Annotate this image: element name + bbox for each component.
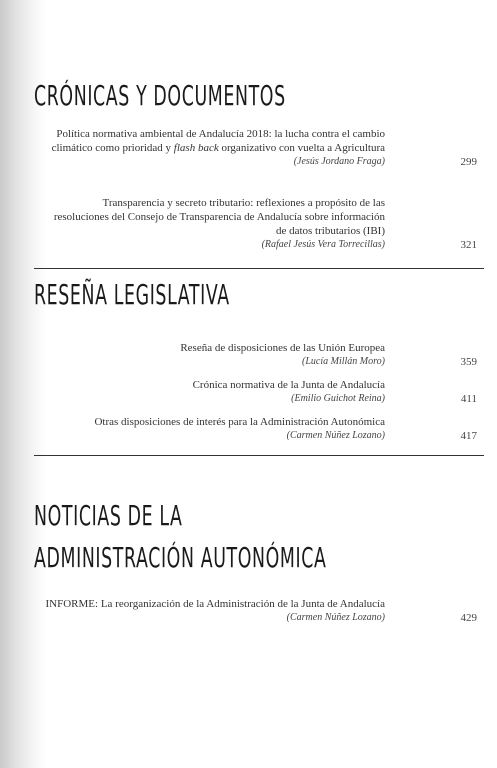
section-divider (34, 268, 484, 269)
entry-author: (Jesús Jordano Fraga) (293, 156, 385, 167)
entry-page-number: 411 (460, 393, 477, 405)
entry-title: Política normativa ambiental de Andalucía 2018: la lucha contra el cambio climático como prioridad y flash back organizativo con vuelta a Agricultura (51, 128, 385, 154)
entry-title: Transparencia y secreto tributario: reflexiones a propósito de las resoluciones del Consejo de Transparencia de Andalucía sobre información de datos tributarios (IBI) (53, 197, 385, 237)
entry-page-number: 417 (460, 430, 477, 442)
toc-entry[interactable] (45, 341, 477, 369)
entry-title: INFORME: La reorganización de la Administración de la Junta de Andalucía (45, 598, 385, 610)
entry-author: (Emilio Guichot Reina) (291, 393, 385, 404)
entry-author: (Lucía Millán Moro) (302, 356, 385, 367)
toc-entry[interactable] (45, 196, 477, 252)
section-title-cronicas: CRÓNICAS Y DOCUMENTOS (34, 79, 286, 112)
entry-page-number: 321 (460, 239, 477, 251)
section-title-resena: RESEÑA LEGISLATIVA (34, 278, 230, 311)
entry-title: Reseña de disposiciones de las Unión Europea (180, 342, 385, 354)
section-divider (34, 455, 484, 456)
entry-author: (Rafael Jesús Vera Torrecillas) (261, 239, 385, 250)
entry-author: (Carmen Núñez Lozano) (286, 612, 385, 623)
entry-author: (Carmen Núñez Lozano) (286, 430, 385, 441)
page-gutter-shadow (0, 0, 46, 768)
toc-entry[interactable] (45, 378, 477, 406)
section-title-noticias-line2: ADMINISTRACIÓN AUTONÓMICA (34, 541, 327, 574)
entry-title: Otras disposiciones de interés para la Administración Autonómica (94, 416, 385, 428)
toc-entry[interactable] (45, 597, 477, 625)
toc-entry[interactable] (5, 415, 477, 443)
toc-entry[interactable] (45, 127, 477, 169)
entry-title: Crónica normativa de la Junta de Andalucía (192, 379, 385, 391)
section-title-noticias-line1: NOTICIAS DE LA (34, 499, 183, 532)
entry-page-number: 429 (460, 612, 477, 624)
entry-page-number: 299 (460, 156, 477, 168)
entry-page-number: 359 (460, 356, 477, 368)
